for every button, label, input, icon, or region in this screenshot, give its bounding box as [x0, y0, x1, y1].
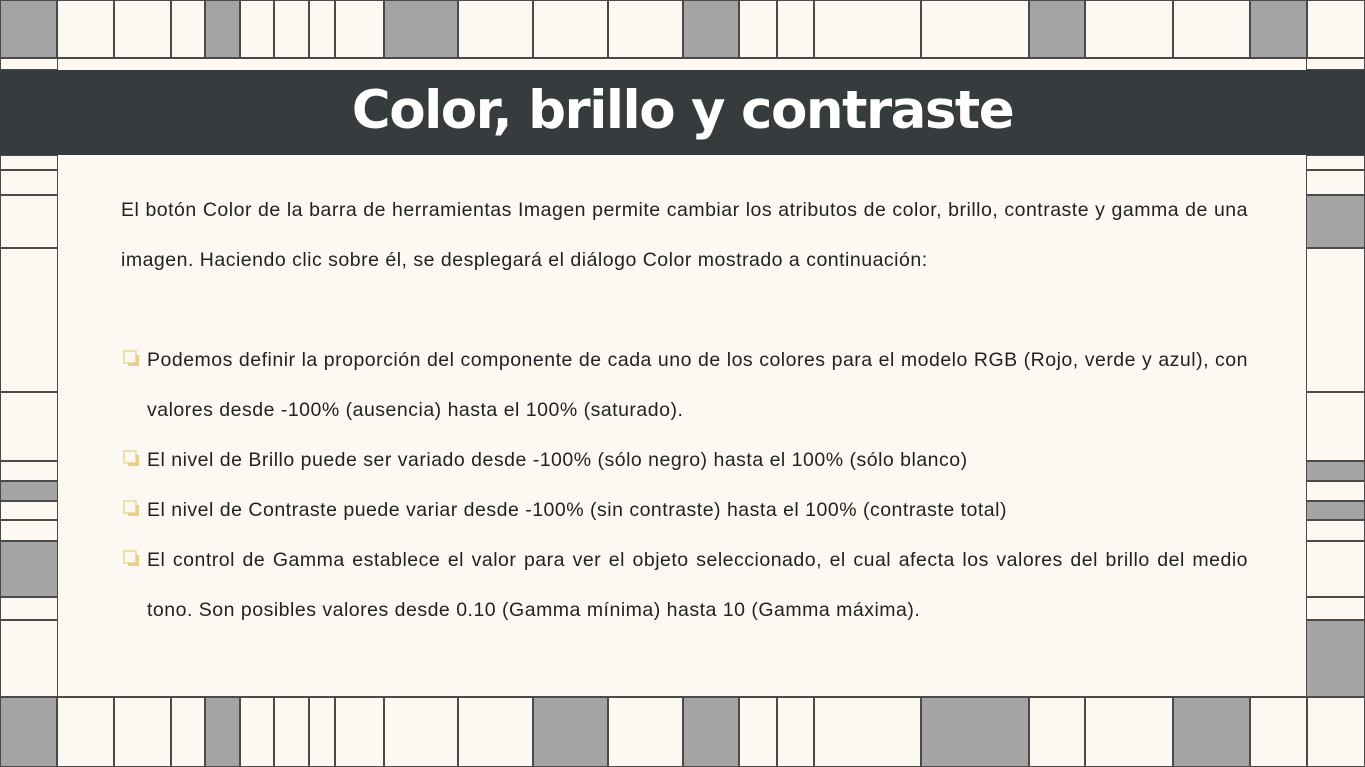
grid-cell [0, 541, 58, 597]
bullet-item [121, 335, 1248, 435]
grid-cell [240, 697, 274, 767]
grid-cell [0, 170, 58, 195]
grid-cell [335, 697, 384, 767]
grid-cell [1306, 620, 1365, 697]
bullet-text: El nivel de Brillo puede ser variado desde -100% (sólo negro) hasta el 100% (sólo blanco) [147, 449, 968, 471]
grid-cell [1306, 170, 1365, 195]
grid-cell [274, 0, 309, 58]
grid-cell [739, 0, 777, 58]
grid-cell [309, 697, 335, 767]
grid-cell [0, 620, 58, 697]
grid-cell [1085, 0, 1173, 58]
page-title: Color, brillo y contraste [351, 80, 1014, 141]
grid-cell [205, 0, 240, 58]
bullet-item [121, 435, 1248, 485]
grid-cell [814, 697, 921, 767]
checkbox-bullet-icon [123, 350, 139, 366]
grid-cell [274, 697, 309, 767]
checkbox-bullet-icon [123, 500, 139, 516]
grid-cell [1250, 0, 1307, 58]
checkbox-bullet-icon [123, 450, 139, 466]
grid-cell [608, 697, 683, 767]
grid-cell [0, 58, 58, 70]
grid-cell [683, 697, 739, 767]
grid-cell [1307, 697, 1365, 767]
grid-cell [1306, 541, 1365, 597]
bullet-text: Podemos definir la proporción del componente de cada uno de los colores para el modelo RGB (Rojo, verde y azul), con valores desde -100% (ausencia) hasta el 100% (saturado). [147, 349, 1248, 421]
grid-cell [0, 481, 58, 501]
grid-cell [0, 248, 58, 392]
grid-cell [171, 0, 205, 58]
grid-cell [1306, 501, 1365, 520]
grid-cell [1306, 481, 1365, 501]
grid-cell [0, 0, 57, 58]
intro-paragraph: El botón Color de la barra de herramientas Imagen permite cambiar los atributos de color, brillo, contraste y gamma de una imagen. Haciendo clic sobre él, se desplegará el diálogo Color mostrado a continuación: [121, 199, 1248, 271]
grid-cell [1173, 0, 1250, 58]
grid-cell [921, 697, 1029, 767]
grid-cell [1029, 0, 1085, 58]
grid-cell [533, 0, 608, 58]
bullet-list [121, 335, 1248, 635]
grid-cell [0, 597, 58, 620]
grid-cell [458, 0, 533, 58]
grid-cell [1306, 195, 1365, 248]
grid-cell [1306, 155, 1365, 170]
grid-cell [458, 697, 533, 767]
grid-cell [921, 0, 1029, 58]
grid-cell [0, 520, 58, 541]
grid-cell [114, 697, 171, 767]
bullet-item [121, 485, 1248, 535]
grid-cell [1306, 248, 1365, 392]
slide-body [121, 185, 1248, 635]
grid-cell [335, 0, 384, 58]
grid-cell [1306, 392, 1365, 461]
grid-cell [533, 697, 608, 767]
bullet-text: El control de Gamma establece el valor para ver el objeto seleccionado, el cual afecta los valores del brillo del medio tono. Son posibles valores desde 0.10 (Gamma mínima) hasta 10 (Gamma máxima). [147, 549, 1248, 621]
grid-cell [114, 0, 171, 58]
grid-cell [205, 697, 240, 767]
grid-cell [0, 461, 58, 481]
grid-cell [57, 0, 114, 58]
grid-cell [608, 0, 683, 58]
grid-cell [777, 0, 814, 58]
grid-cell [739, 697, 777, 767]
grid-cell [1173, 697, 1250, 767]
grid-cell [683, 0, 739, 58]
grid-cell [777, 697, 814, 767]
grid-cell [0, 195, 58, 248]
grid-cell [384, 0, 458, 58]
grid-cell [1306, 520, 1365, 541]
grid-cell [1250, 697, 1307, 767]
grid-cell [1029, 697, 1085, 767]
grid-cell [309, 0, 335, 58]
grid-cell [240, 0, 274, 58]
grid-cell [1306, 58, 1365, 70]
title-bar [0, 70, 1365, 155]
grid-cell [1306, 597, 1365, 620]
grid-cell [57, 697, 114, 767]
grid-cell [0, 697, 57, 767]
bullet-item [121, 535, 1248, 635]
grid-cell [814, 0, 921, 58]
grid-cell [0, 501, 58, 520]
grid-cell [1307, 0, 1365, 58]
grid-cell [1085, 697, 1173, 767]
grid-cell [384, 697, 458, 767]
grid-cell [171, 697, 205, 767]
checkbox-bullet-icon [123, 550, 139, 566]
bullet-text: El nivel de Contraste puede variar desde -100% (sin contraste) hasta el 100% (contraste total) [147, 499, 1007, 521]
grid-cell [0, 392, 58, 461]
grid-cell [0, 155, 58, 170]
grid-cell [1306, 461, 1365, 481]
